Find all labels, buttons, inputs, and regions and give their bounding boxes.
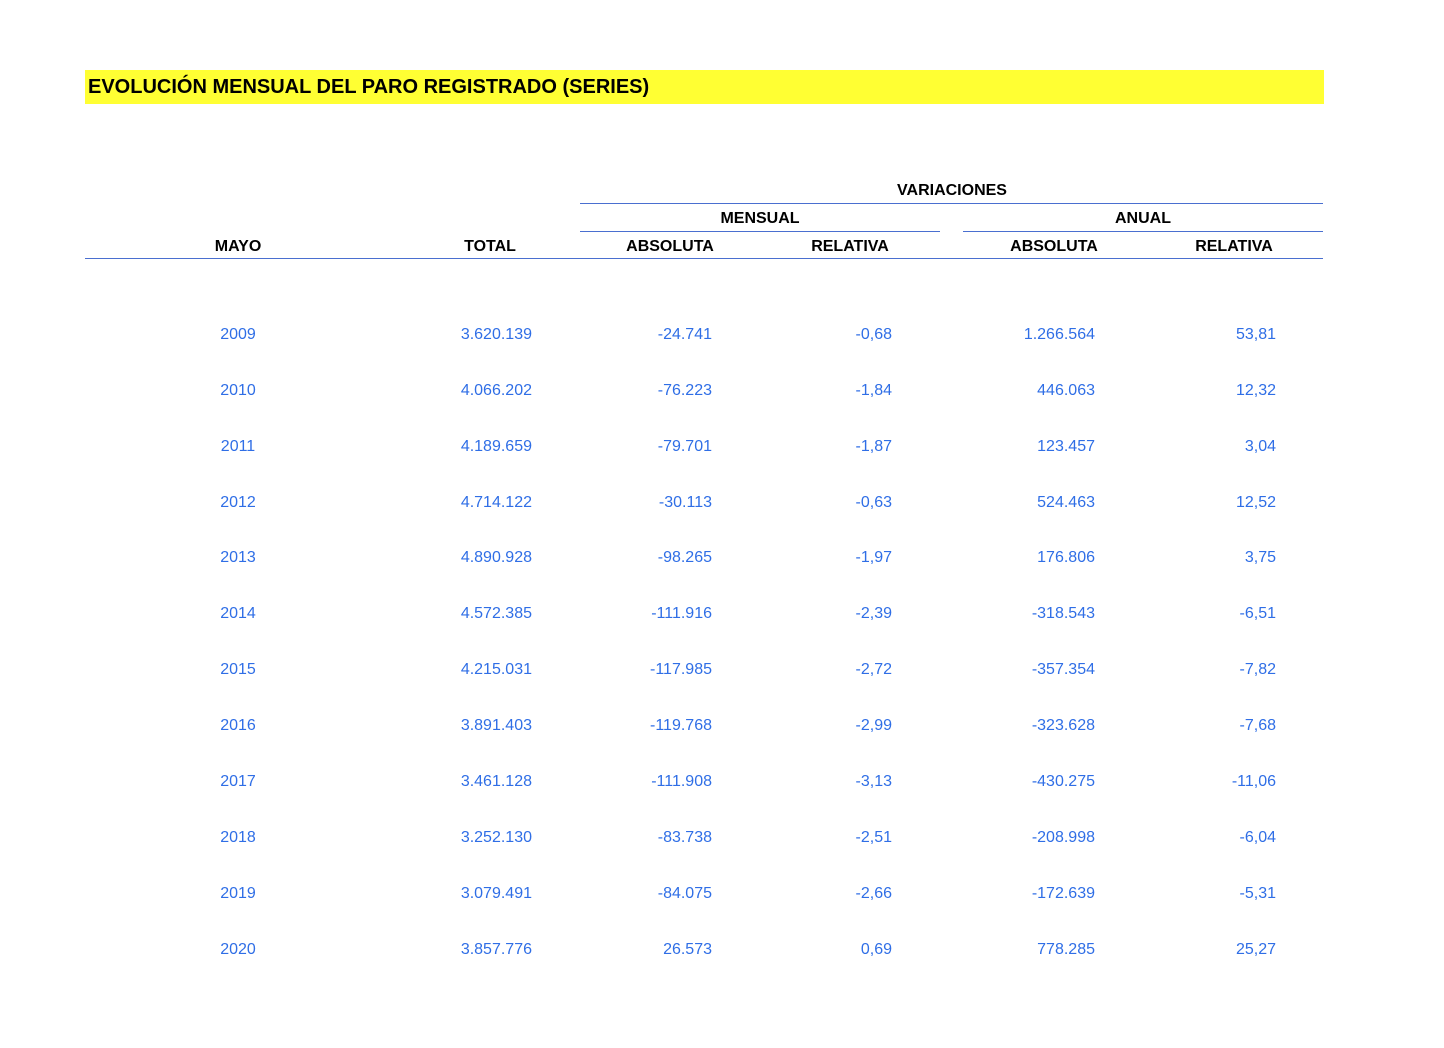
- table-row: [0, 437, 1444, 457]
- cell-mensual-absoluta: -24.741: [657, 326, 712, 343]
- cell-total: 4.572.385: [460, 605, 532, 622]
- cell-year: 2011: [220, 438, 256, 455]
- cell-total: 4.066.202: [460, 382, 532, 399]
- cell-mensual-absoluta: -84.075: [657, 885, 712, 902]
- cell-mensual-absoluta: -111.916: [651, 605, 712, 622]
- cell-mensual-absoluta: -83.738: [657, 829, 712, 846]
- header-anual-absoluta: ABSOLUTA: [1010, 238, 1098, 255]
- cell-mensual-relativa: -0,63: [855, 494, 892, 511]
- cell-mensual-relativa: -2,66: [855, 885, 892, 902]
- cell-year: 2013: [220, 549, 256, 566]
- rule-mensual: [580, 231, 940, 232]
- cell-mensual-absoluta: 26.573: [663, 941, 712, 958]
- cell-year: 2014: [220, 605, 256, 622]
- cell-anual-relativa: 3,04: [1244, 438, 1276, 455]
- cell-mensual-relativa: -0,68: [855, 326, 892, 343]
- cell-anual-relativa: 3,75: [1244, 549, 1276, 566]
- table-row: [0, 828, 1444, 848]
- cell-year: 2019: [220, 885, 256, 902]
- cell-mensual-absoluta: -117.985: [650, 661, 712, 678]
- cell-mensual-absoluta: -30.113: [658, 494, 712, 511]
- cell-anual-absoluta: -208.998: [1031, 829, 1095, 846]
- cell-total: 3.461.128: [460, 773, 532, 790]
- header-total: TOTAL: [464, 238, 516, 255]
- header-mensual-relativa: RELATIVA: [811, 238, 889, 255]
- cell-year: 2009: [220, 326, 256, 343]
- cell-year: 2016: [220, 717, 256, 734]
- table-row: [0, 940, 1444, 960]
- cell-mensual-relativa: -1,87: [855, 438, 892, 455]
- cell-mensual-absoluta: -111.908: [651, 773, 712, 790]
- cell-anual-relativa: 25,27: [1235, 941, 1276, 958]
- cell-anual-relativa: 12,32: [1235, 382, 1276, 399]
- cell-year: 2018: [220, 829, 256, 846]
- cell-total: 4.215.031: [460, 661, 532, 678]
- cell-anual-relativa: 12,52: [1235, 494, 1276, 511]
- cell-anual-absoluta: -430.275: [1031, 773, 1095, 790]
- cell-total: 4.189.659: [460, 438, 532, 455]
- cell-anual-absoluta: 176.806: [1037, 549, 1095, 566]
- cell-anual-absoluta: -323.628: [1031, 717, 1095, 734]
- cell-mensual-relativa: 0,69: [860, 941, 892, 958]
- table-row: [0, 548, 1444, 568]
- table-row: [0, 884, 1444, 904]
- table-row: [0, 604, 1444, 624]
- cell-year: 2015: [220, 661, 256, 678]
- cell-mensual-absoluta: -79.701: [657, 438, 712, 455]
- cell-anual-absoluta: 1.266.564: [1023, 326, 1095, 343]
- cell-year: 2020: [220, 941, 256, 958]
- rule-anual: [963, 231, 1323, 232]
- table-row: [0, 493, 1444, 513]
- cell-mensual-absoluta: -76.223: [657, 382, 712, 399]
- cell-anual-absoluta: 778.285: [1037, 941, 1095, 958]
- cell-anual-relativa: -6,04: [1239, 829, 1276, 846]
- cell-anual-absoluta: 123.457: [1037, 438, 1095, 455]
- header-mensual-absoluta: ABSOLUTA: [626, 238, 714, 255]
- cell-total: 4.714.122: [460, 494, 532, 511]
- cell-mensual-relativa: -2,39: [855, 605, 892, 622]
- cell-anual-relativa: -7,82: [1239, 661, 1276, 678]
- table-row: [0, 325, 1444, 345]
- cell-year: 2012: [220, 494, 256, 511]
- cell-total: 3.891.403: [460, 717, 532, 734]
- header-anual-relativa: RELATIVA: [1195, 238, 1273, 255]
- table-row: [0, 716, 1444, 736]
- rule-header-bottom: [85, 258, 1323, 259]
- cell-year: 2017: [220, 773, 256, 790]
- cell-mensual-relativa: -2,51: [855, 829, 892, 846]
- rule-variaciones: [580, 203, 1323, 204]
- cell-mensual-relativa: -2,99: [855, 717, 892, 734]
- cell-total: 3.620.139: [460, 326, 532, 343]
- cell-total: 4.890.928: [460, 549, 532, 566]
- header-variaciones: VARIACIONES: [897, 182, 1007, 199]
- cell-year: 2010: [220, 382, 256, 399]
- cell-anual-absoluta: -318.543: [1031, 605, 1095, 622]
- cell-anual-relativa: -6,51: [1239, 605, 1276, 622]
- header-mensual: MENSUAL: [720, 210, 800, 227]
- header-anual: ANUAL: [1115, 210, 1171, 227]
- cell-mensual-relativa: -2,72: [855, 661, 892, 678]
- cell-total: 3.857.776: [460, 941, 532, 958]
- cell-anual-relativa: -7,68: [1239, 717, 1276, 734]
- cell-anual-relativa: -5,31: [1239, 885, 1276, 902]
- table-row: [0, 772, 1444, 792]
- cell-anual-absoluta: -172.639: [1031, 885, 1095, 902]
- cell-total: 3.252.130: [460, 829, 532, 846]
- cell-anual-absoluta: 524.463: [1037, 494, 1095, 511]
- cell-mensual-absoluta: -98.265: [657, 549, 712, 566]
- cell-anual-absoluta: -357.354: [1031, 661, 1095, 678]
- table-row: [0, 381, 1444, 401]
- cell-anual-relativa: 53,81: [1235, 326, 1276, 343]
- cell-anual-absoluta: 446.063: [1037, 382, 1095, 399]
- title-banner: [85, 70, 1324, 104]
- cell-mensual-relativa: -3,13: [855, 773, 892, 790]
- cell-mensual-relativa: -1,97: [855, 549, 892, 566]
- cell-mensual-absoluta: -119.768: [650, 717, 712, 734]
- header-mayo: MAYO: [214, 238, 262, 255]
- page-title: EVOLUCIÓN MENSUAL DEL PARO REGISTRADO (SERIES): [88, 76, 650, 98]
- cell-anual-relativa: -11,06: [1231, 773, 1276, 790]
- table-row: [0, 660, 1444, 680]
- cell-total: 3.079.491: [460, 885, 532, 902]
- cell-mensual-relativa: -1,84: [855, 382, 892, 399]
